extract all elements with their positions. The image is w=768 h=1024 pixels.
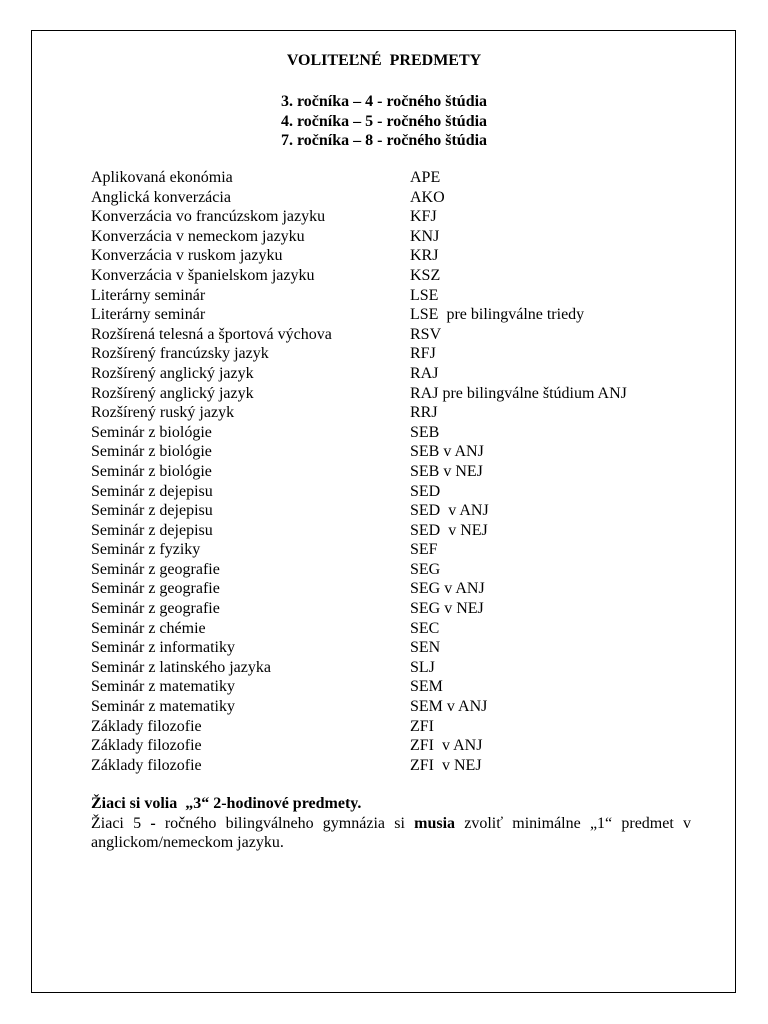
subject-row <box>91 736 691 756</box>
subject-row <box>91 246 691 266</box>
subject-name: Seminár z geografie <box>91 600 220 618</box>
note-text: zvoliť minimálne „1“ predmet v anglickom/nemeckom jazyku. <box>91 814 692 851</box>
subject-name: Seminár z latinského jazyka <box>91 658 271 676</box>
selection-rule: Žiaci si volia „3“ 2-hodinové predmety. <box>91 795 362 812</box>
subject-name: Literárny seminár <box>91 306 206 324</box>
subject-name: Seminár z geografie <box>91 560 220 578</box>
subject-name: Rozšírený anglický jazyk <box>91 364 254 382</box>
subject-code: SEB v NEJ <box>410 462 483 480</box>
subject-code: ZFI v NEJ <box>410 756 482 774</box>
subject-code: SEM <box>410 678 443 696</box>
subject-name: Konverzácia v nemeckom jazyku <box>91 227 305 245</box>
subject-name: Seminár z matematiky <box>91 698 235 716</box>
subject-code: SEM v ANJ <box>410 698 488 716</box>
subject-row <box>91 697 691 717</box>
subject-code: AKO <box>410 188 445 206</box>
subject-code: LSE pre bilingválne triedy <box>410 306 585 324</box>
subject-code: KSZ <box>410 266 441 284</box>
subject-code: RFJ <box>410 345 436 363</box>
subject-code: KRJ <box>410 247 439 265</box>
subject-row <box>91 266 691 286</box>
subject-row <box>91 756 691 776</box>
subject-code: ZFI <box>410 717 434 735</box>
subject-name: Seminár z matematiky <box>91 678 235 696</box>
subject-row <box>91 462 691 482</box>
subject-name: Anglická konverzácia <box>91 188 231 206</box>
subject-row <box>91 344 691 364</box>
subject-code: ZFI v ANJ <box>410 737 483 755</box>
subject-code: SEF <box>410 541 438 559</box>
subject-name: Základy filozofie <box>91 717 202 735</box>
subject-row <box>91 305 691 325</box>
subject-row <box>91 423 691 443</box>
subject-row <box>91 325 691 345</box>
bilingual-requirement <box>91 814 691 853</box>
subject-name: Rozšírený anglický jazyk <box>91 384 254 402</box>
subject-row <box>91 384 691 404</box>
notes-block <box>91 794 691 853</box>
subject-row <box>91 188 691 208</box>
note-text: ročného bilingválneho gymnázia si <box>155 814 415 832</box>
subject-code: APE <box>410 169 441 186</box>
subtitle-block <box>0 92 768 151</box>
subject-code: SEG <box>410 560 441 578</box>
note-dash: - <box>150 814 156 832</box>
subject-code: KFJ <box>410 208 437 226</box>
subject-name: Konverzácia v španielskom jazyku <box>91 266 315 284</box>
page-title: VOLITEĽNÉ PREDMETY <box>286 52 482 69</box>
subject-code: LSE <box>410 286 439 304</box>
subject-name: Základy filozofie <box>91 737 202 755</box>
subject-name: Seminár z biológie <box>91 423 212 441</box>
subject-name: Konverzácia v ruskom jazyku <box>91 247 283 265</box>
subject-row <box>91 677 691 697</box>
subject-name: Aplikovaná ekonómia <box>91 169 233 186</box>
subject-list <box>91 168 691 775</box>
subject-code: RSV <box>410 325 442 343</box>
subject-row <box>91 521 691 541</box>
subject-name: Seminár z dejepisu <box>91 502 213 520</box>
subject-name: Základy filozofie <box>91 756 202 774</box>
subject-name: Rozšírený francúzsky jazyk <box>91 345 269 363</box>
subject-row <box>91 638 691 658</box>
subject-row <box>91 286 691 306</box>
subject-row <box>91 599 691 619</box>
subtitle-line: 3. ročníka – 4 - ročného štúdia <box>280 93 488 110</box>
subject-name: Seminár z dejepisu <box>91 521 213 539</box>
subject-name: Rozšírený ruský jazyk <box>91 404 235 422</box>
subject-name: Seminár z biológie <box>91 443 212 461</box>
subject-code: SEG v NEJ <box>410 600 484 618</box>
subject-name: Konverzácia vo francúzskom jazyku <box>91 208 326 226</box>
subject-code: RAJ pre bilingválne štúdium ANJ <box>410 384 627 402</box>
subject-row <box>91 717 691 737</box>
subject-row <box>91 403 691 423</box>
subject-row <box>91 168 691 188</box>
subject-code: SED <box>410 482 441 500</box>
subject-code: SEB v ANJ <box>410 443 484 461</box>
subject-name: Seminár z geografie <box>91 580 220 598</box>
subject-row <box>91 364 691 384</box>
subject-name: Seminár z informatiky <box>91 639 235 657</box>
subject-code: SED v NEJ <box>410 521 488 539</box>
subject-row <box>91 579 691 599</box>
subject-name: Rozšírená telesná a športová výchova <box>91 325 332 343</box>
subject-code: SLJ <box>410 658 435 676</box>
subject-row <box>91 482 691 502</box>
subject-code: SED v ANJ <box>410 502 489 520</box>
subject-row <box>91 501 691 521</box>
note-emphasis: musia <box>414 814 456 832</box>
subject-row <box>91 658 691 678</box>
subtitle-line: 4. ročníka – 5 - ročného štúdia <box>280 112 488 130</box>
subject-name: Seminár z fyziky <box>91 541 201 559</box>
subject-row <box>91 227 691 247</box>
subject-name: Seminár z biológie <box>91 462 212 480</box>
subject-row <box>91 540 691 560</box>
subject-code: SEN <box>410 639 441 657</box>
subject-name: Literárny seminár <box>91 286 206 304</box>
subject-code: SEG v ANJ <box>410 580 485 598</box>
subject-row <box>91 207 691 227</box>
subject-code: SEB <box>410 423 440 441</box>
subject-name: Seminár z dejepisu <box>91 482 213 500</box>
subject-code: KNJ <box>410 227 440 245</box>
subtitle-line: 7. ročníka – 8 - ročného štúdia <box>280 132 488 149</box>
note-text: Žiaci 5 <box>91 814 151 832</box>
subject-name: Seminár z chémie <box>91 619 206 637</box>
subject-code: RAJ <box>410 364 439 382</box>
subject-code: RRJ <box>410 404 438 422</box>
subject-code: SEC <box>410 619 440 637</box>
subject-row <box>91 560 691 580</box>
subject-row <box>91 619 691 639</box>
subject-row <box>91 442 691 462</box>
